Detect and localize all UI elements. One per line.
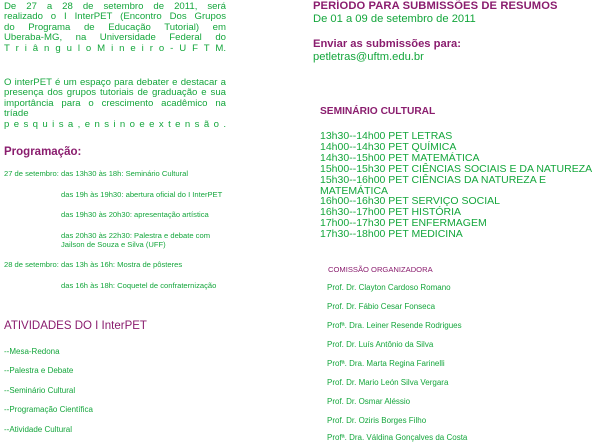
activity-item: --Atividade Cultural	[4, 425, 73, 434]
description-line: importância para o crescimento acadêmico na tríade	[4, 97, 226, 120]
seminario-item: 15h30--16h00 PET CIÊNCIAS DA NATUREZA E MATEMÁTICA	[320, 173, 547, 197]
description-line: p e s q u i s a , e n s i n o e e x t e n s ã o .	[4, 118, 226, 130]
interpet-description	[4, 78, 226, 130]
schedule-item: 28 de setembro: das 13h às 16h: Mostra de pôsteres	[4, 260, 183, 269]
submission-period-heading: PERÍODO PARA SUBMISSÕES DE RESUMOS	[313, 0, 558, 12]
seminario-item: 17h00--17h30 PET ENFERMAGEM	[320, 217, 487, 230]
seminario-item: 16h30--17h00 PET HISTÓRIA	[320, 206, 462, 219]
activity-item: --Mesa-Redona	[4, 347, 60, 356]
committee-member: Profª. Dra. Leiner Resende Rodrigues	[327, 321, 462, 330]
committee-member: Prof. Dr. Osmar Aléssio	[327, 397, 411, 406]
atividades-heading: ATIVIDADES DO I InterPET	[4, 320, 147, 332]
schedule-item: das 19h30 às 20h30: apresentação artística	[61, 210, 209, 219]
submission-email[interactable]: petletras@uftm.edu.br	[313, 51, 424, 63]
committee-member: Prof. Dr. Clayton Cardoso Romano	[327, 283, 451, 292]
committee-member: Prof. Dr. Mario León Silva Vergara	[327, 378, 449, 387]
seminario-item: 15h00--15h30 PET CIÊNCIAS SOCIAIS E DA NATUREZA	[320, 162, 593, 175]
programacao-heading: Programação:	[4, 146, 82, 158]
seminario-item: 16h00--16h30 PET SERVIÇO SOCIAL	[320, 195, 500, 208]
submission-dates: De 01 a 09 de setembro de 2011	[313, 13, 476, 25]
seminario-item: 17h30--18h00 PET MEDICINA	[320, 228, 463, 241]
committee-member: Prof. Dr. Oziris Borges Filho	[327, 416, 427, 425]
seminario-item: 13h30--14h00 PET LETRAS	[320, 130, 453, 142]
description-line: presença dos grupos tutoriais de graduação e sua	[4, 87, 226, 99]
committee-member: Profª. Dra. Marta Regina Farinelli	[327, 359, 445, 368]
activity-item: --Seminário Cultural	[4, 386, 76, 395]
schedule-item: 27 de setembro: das 13h30 às 18h: Seminário Cultural	[4, 169, 189, 178]
schedule-item: das 16h às 18h: Coquetel de confraternização	[61, 281, 217, 290]
seminario-schedule	[320, 131, 600, 240]
committee-member: Prof. Dr. Luís Antônio da Silva	[327, 340, 434, 349]
committee-member: Profª. Dra. Váldina Gonçalves da Costa	[327, 433, 468, 442]
seminario-item: 14h00--14h30 PET QUÍMICA	[320, 140, 457, 153]
send-submissions-heading: Enviar as submissões para:	[313, 38, 461, 50]
activity-item: --Programação Científica	[4, 405, 93, 414]
comissao-heading: COMISSÃO ORGANIZADORA	[328, 265, 433, 274]
intro-line: De 27 a 28 de setembro de 2011, será	[4, 1, 226, 12]
seminario-item: 14h30--15h00 PET MATEMÁTICA	[320, 151, 480, 164]
schedule-item: das 20h30 às 22h30: Palestra e debate com	[61, 231, 211, 240]
schedule-item: Jailson de Souza e Silva (UFF)	[61, 240, 166, 249]
activity-item: --Palestra e Debate	[4, 366, 74, 375]
intro-line: do Programa de Educação Tutorial) em	[4, 21, 226, 33]
intro-line: T r i â n g u l o M i n e i r o - U F T M.	[4, 42, 226, 54]
seminario-heading: SEMINÁRIO CULTURAL	[320, 106, 436, 117]
committee-member: Prof. Dr. Fábio Cesar Fonseca	[327, 302, 436, 311]
intro-paragraph	[4, 2, 226, 54]
schedule-item: das 19h às 19h30: abertura oficial do I InterPET	[61, 190, 223, 199]
intro-line: Uberaba-MG, na Universidade Federal do	[4, 32, 226, 44]
description-line: O interPET é um espaço para debater e destacar a	[4, 77, 226, 88]
intro-line: realizado o I InterPET (Encontro Dos Grupos	[4, 11, 226, 23]
